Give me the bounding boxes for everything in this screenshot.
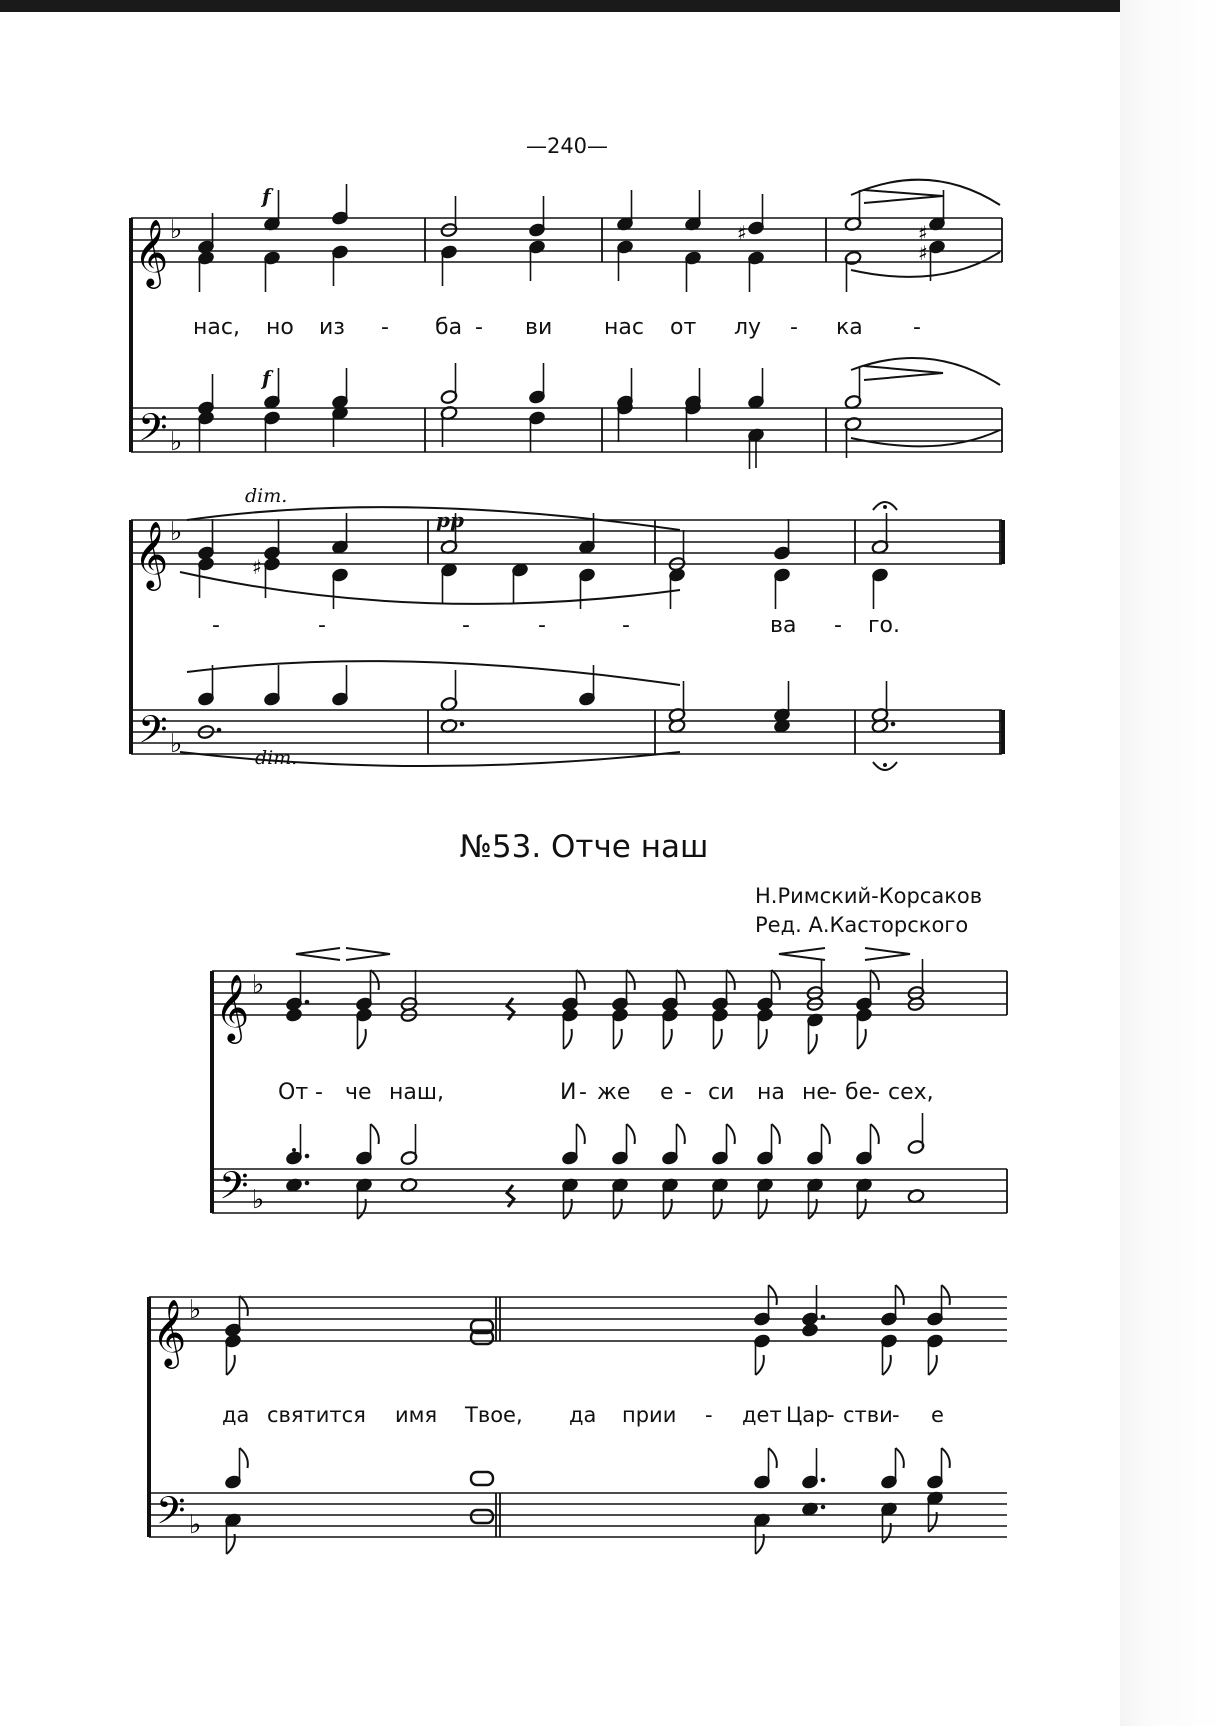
lyric-syllable: -: [538, 613, 546, 638]
lyric-syllable: сех,: [888, 1080, 934, 1105]
treble-clef-icon: 𝄞: [134, 520, 169, 588]
decrescendo-hairpin: [865, 948, 910, 960]
dynamic-pianissimo: pp: [436, 508, 464, 532]
note-flag: [677, 1124, 685, 1144]
slur: [187, 507, 680, 530]
system-1: [131, 180, 1002, 469]
note-flag: [769, 1448, 777, 1468]
dynamic-forte: f: [262, 184, 271, 208]
treble-clef-icon: 𝄞: [215, 973, 250, 1041]
note-flag: [772, 970, 780, 990]
note-flag: [227, 1355, 235, 1375]
fermata-dot: [883, 505, 887, 509]
lyric-syllable: от: [670, 315, 697, 340]
lyric-syllable: бе: [845, 1080, 873, 1105]
flat-key-signature-icon: ♭: [170, 517, 183, 547]
augmentation-dot: [305, 1154, 310, 1159]
note-flag: [371, 970, 379, 990]
lyric-syllable: -: [705, 1403, 713, 1427]
note-flag: [727, 1124, 735, 1144]
crescendo-hairpin: [779, 948, 825, 960]
lyric-syllable: да: [569, 1403, 597, 1427]
note-flag: [759, 1029, 767, 1049]
lyric-syllable: -: [872, 1080, 880, 1105]
lyric-syllable: -: [827, 1403, 835, 1427]
note-flag: [727, 970, 735, 990]
page-number: —240—: [525, 134, 609, 158]
composer-name: Н.Римский-Корсаков: [755, 884, 983, 908]
lyric-syllable: е: [931, 1403, 944, 1427]
augmentation-dot: [891, 722, 896, 727]
lyric-syllable: -: [684, 1080, 692, 1105]
note-flag: [677, 970, 685, 990]
lyric-syllable: Твое,: [465, 1403, 523, 1427]
lyric-syllable: же: [597, 1080, 631, 1105]
lyric-syllable: стви: [843, 1403, 893, 1427]
augmentation-dot: [821, 1478, 826, 1483]
note-flag: [627, 1124, 635, 1144]
note-flag: [564, 1029, 572, 1049]
treble-clef-icon: 𝄞: [152, 1298, 187, 1366]
note-flag: [577, 970, 585, 990]
note-flag: [769, 1285, 777, 1305]
lyric-syllable: -: [913, 315, 921, 340]
lyric-syllable: -: [579, 1080, 587, 1105]
flat-key-signature-icon: ♭: [170, 427, 183, 457]
sharp-icon: ♯: [737, 221, 747, 245]
lyric-syllable: святится: [267, 1403, 366, 1427]
lyric-syllable: -: [462, 613, 470, 638]
notehead: [801, 1322, 819, 1337]
lyric-syllable: -: [212, 613, 220, 638]
sharp-icon: ♯: [252, 555, 262, 579]
note-flag: [858, 1029, 866, 1049]
notes-system-1: [197, 184, 1002, 469]
note-flag: [371, 1124, 379, 1144]
fermata-dot: [883, 763, 887, 767]
note-flag: [240, 1296, 248, 1316]
lyric-syllable: -: [381, 315, 389, 340]
augmentation-dot: [821, 1315, 826, 1320]
decrescendo-hairpin: [346, 948, 390, 960]
system-3: [212, 948, 1007, 1219]
lyrics-system-3: [278, 1080, 934, 1105]
lyric-syllable: си: [708, 1080, 735, 1105]
lyric-syllable: -: [892, 1403, 900, 1427]
lyric-syllable: че: [345, 1080, 372, 1105]
lyric-syllable: но: [266, 315, 294, 340]
augmentation-dot: [305, 1000, 310, 1005]
note-flag: [664, 1029, 672, 1049]
augmentation-dot: [821, 1505, 826, 1510]
lyric-syllable: прии: [622, 1403, 677, 1427]
note-flag: [809, 1034, 817, 1054]
flat-key-signature-icon: ♭: [189, 1295, 202, 1325]
quarter-rest-icon: [507, 1185, 514, 1207]
lyric-syllable: ви: [525, 315, 553, 340]
quarter-rest-icon: [507, 998, 514, 1020]
lyric-syllable: -: [475, 315, 483, 340]
lyrics-system-2: [212, 613, 900, 638]
note-flag: [871, 1124, 879, 1144]
lyric-syllable: -: [834, 613, 842, 638]
lyrics-system-4: [222, 1403, 944, 1427]
staff-lines: [212, 1169, 1007, 1213]
lyric-syllable: нас: [604, 315, 644, 340]
flat-key-signature-icon: ♭: [252, 970, 265, 1000]
note-flag: [942, 1448, 950, 1468]
lyric-syllable: И: [560, 1080, 577, 1105]
lyric-syllable: ва: [770, 613, 797, 638]
lyric-syllable: -: [318, 613, 326, 638]
dynamic-dim: dim.: [255, 747, 298, 769]
decrescendo-hairpin: [864, 190, 943, 203]
note-flag: [896, 1448, 904, 1468]
flat-key-signature-icon: ♭: [189, 1510, 202, 1540]
note-flag: [871, 970, 879, 990]
note-flag: [240, 1448, 248, 1468]
note-flag: [756, 1355, 764, 1375]
note-flag: [896, 1285, 904, 1305]
lyric-syllable: Цар: [786, 1403, 829, 1427]
breve-note: [471, 1510, 493, 1523]
note-flag: [772, 1124, 780, 1144]
staccato-dot: [292, 1148, 296, 1152]
flat-key-signature-icon: ♭: [252, 1185, 265, 1215]
lyric-syllable: -: [622, 613, 630, 638]
lyric-syllable: нас,: [193, 315, 240, 340]
dynamic-forte: f: [262, 366, 271, 390]
bass-clef-icon: 𝄢: [156, 1488, 186, 1542]
system-2: [131, 485, 1003, 770]
lyric-syllable: -: [315, 1080, 323, 1105]
lyric-syllable: имя: [395, 1403, 438, 1427]
augmentation-dot: [460, 722, 465, 727]
note-flag: [883, 1355, 891, 1375]
lyric-syllable: не: [802, 1080, 830, 1105]
bass-clef-icon: 𝄢: [219, 1163, 249, 1217]
note-flag: [614, 1029, 622, 1049]
lyric-syllable: ка: [836, 315, 863, 340]
note-flag: [577, 1124, 585, 1144]
staff-lines: [149, 1493, 1007, 1537]
piece-title: №53. Отче наш: [459, 829, 709, 865]
note-flag: [627, 970, 635, 990]
note-flag: [942, 1285, 950, 1305]
decrescendo-hairpin: [864, 366, 943, 380]
lyric-syllable: го.: [868, 613, 901, 638]
augmentation-dot: [217, 728, 222, 733]
treble-clef-icon: 𝄞: [134, 218, 169, 286]
augmentation-dot: [305, 1181, 310, 1186]
note-flag: [929, 1355, 937, 1375]
lyric-syllable: -: [790, 315, 798, 340]
lyric-syllable: -: [829, 1080, 837, 1105]
crescendo-hairpin: [296, 948, 340, 960]
lyric-syllable: из: [319, 315, 345, 340]
editor-credit: Ред. А.Касторского: [755, 913, 969, 937]
notehead: [285, 1007, 303, 1022]
system-4: [149, 1285, 1007, 1554]
flat-key-signature-icon: ♭: [170, 729, 183, 759]
bass-clef-icon: 𝄢: [138, 707, 168, 761]
lyric-syllable: наш,: [389, 1080, 444, 1105]
staff-lines: [131, 408, 1002, 452]
lyrics-system-1: [193, 315, 921, 340]
note-flag: [822, 1124, 830, 1144]
lyric-syllable: на: [757, 1080, 785, 1105]
slur: [187, 661, 680, 685]
staff-lines: [149, 1297, 1007, 1341]
sharp-icon: ♯: [918, 241, 928, 265]
lyric-syllable: дет: [742, 1403, 782, 1427]
bass-clef-icon: 𝄢: [138, 405, 168, 459]
note-flag: [714, 1029, 722, 1049]
staff-lines: [131, 218, 1002, 262]
note-flag: [358, 1029, 366, 1049]
lyric-syllable: ба: [435, 315, 463, 340]
sharp-icon: ♯: [918, 221, 928, 245]
lyric-syllable: лу: [734, 315, 762, 340]
slur: [851, 430, 1000, 446]
dynamic-dim: dim.: [245, 485, 288, 507]
breve-note: [471, 1472, 493, 1485]
staff-lines: [212, 971, 1007, 1015]
flat-key-signature-icon: ♭: [170, 215, 183, 245]
lyric-syllable: да: [222, 1403, 250, 1427]
lyric-syllable: е: [660, 1080, 674, 1105]
lyric-syllable: От: [278, 1080, 309, 1105]
